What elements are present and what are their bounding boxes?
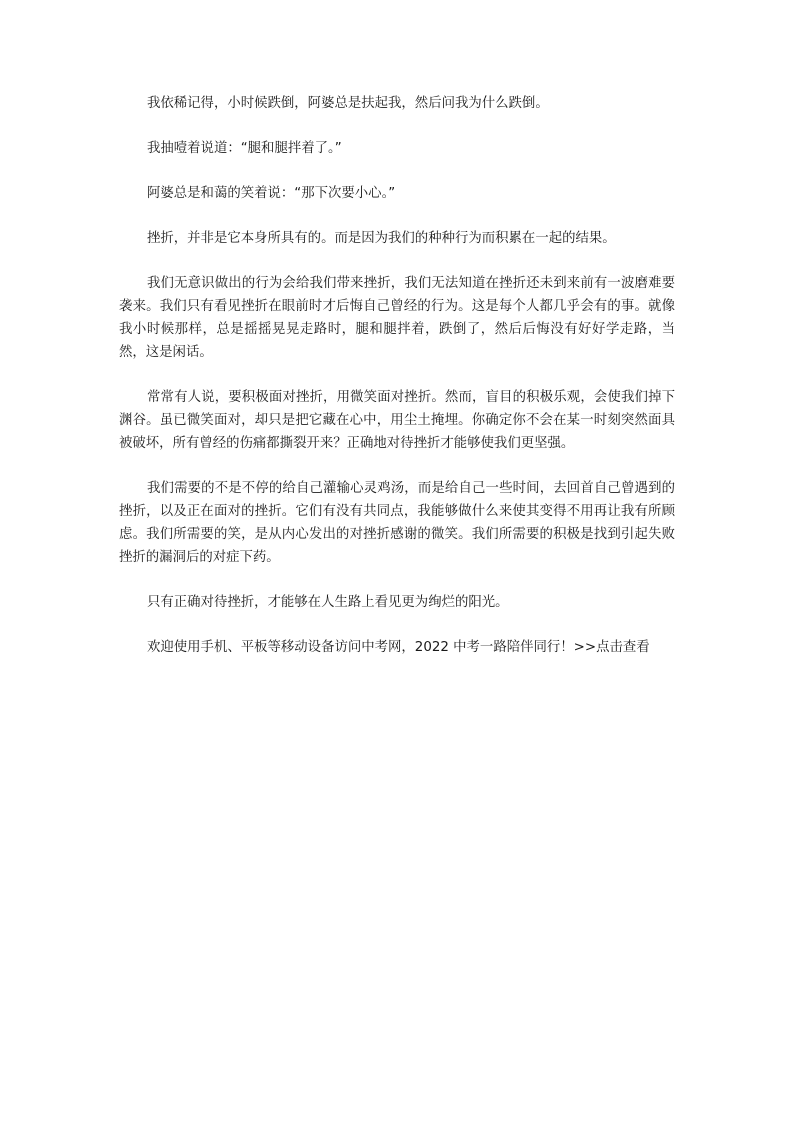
view-more-link[interactable]: >>点击查看 — [573, 640, 650, 655]
paragraph-7: 我们需要的不是不停的给自己灌输心灵鸡汤，而是给自己一些时间，去回首自己曾遇到的挫折，以及正在面对的挫折。它们有没有共同点，我能够做什么来使其变得不用再让我有所顾虑。我们所需要的笑，是从内心发出的对挫折感谢的微笑。我们所需要的积极是找到引起失败挫折的漏洞后的对症下药。 — [119, 481, 675, 565]
paragraph-4: 挫折，并非是它本身所具有的。而是因为我们的种种行为而积累在一起的结果。 — [147, 231, 616, 246]
paragraph-6: 常常有人说，要积极面对挫折，用微笑面对挫折。然而，盲目的积极乐观，会使我们掉下渊谷。虽已微笑面对，却只是把它藏在心中，用尘土掩埋。你确定你不会在某一时刻突然面具被破坏，所有曾经的伤痛都撕裂开来？正确地对待挫折才能够使我们更坚强。 — [119, 390, 675, 451]
paragraph-8: 只有正确对待挫折，才能够在人生路上看见更为绚烂的阳光。 — [147, 595, 509, 610]
paragraph-2: 我抽噎着说道：“腿和腿拌着了。” — [147, 141, 342, 156]
footer-promo-text: 欢迎使用手机、平板等移动设备访问中考网，2022 中考一路陪伴同行！ — [147, 640, 574, 655]
paragraph-3: 阿婆总是和蔼的笑着说：“那下次要小心。” — [147, 186, 396, 201]
footer-promo — [119, 636, 675, 659]
document-page — [119, 92, 675, 659]
paragraph-1: 我依稀记得，小时候跌倒，阿婆总是扶起我，然后问我为什么跌倒。 — [147, 96, 549, 111]
paragraph-5: 我们无意识做出的行为会给我们带来挫折，我们无法知道在挫折还未到来前有一波磨难要袭来。我们只有看见挫折在眼前时才后悔自己曾经的行为。这是每个人都几乎会有的事。就像我小时候那样，总是摇摇晃晃走路时，腿和腿拌着，跌倒了，然后后悔没有好好学走路，当然，这是闲话。 — [119, 276, 675, 360]
